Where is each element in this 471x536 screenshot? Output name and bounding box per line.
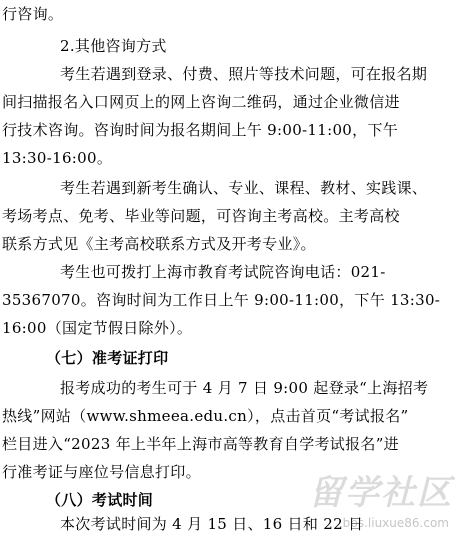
text-line: 行技术咨询。咨询时间为报名期间上午 9:00-11:00，下午 [2,121,399,139]
text-line: 行咨询。 [2,5,64,23]
text-line: 考生也可拨打上海市教育考试院咨询电话：021- [60,263,386,281]
text-line: 行准考证与座位号信息打印。 [2,463,201,481]
text-line: 本次考试时间为 4 月 15 日、16 日和 22 日 [60,515,364,533]
text-line: 考场考点、免考、毕业等问题，可咨询主考高校。主考高校 [2,207,400,225]
text-line: 报考成功的考生可于 4 月 7 日 9:00 起登录“上海招考 [60,379,429,397]
text-line: 考生若遇到登录、付费、照片等技术问题，可在报名期 [60,65,428,83]
text-line: 热线”网站（www.shmeea.edu.cn），点击首页“考试报名” [2,407,409,425]
section-heading-other-consult: 2.其他咨询方式 [60,37,167,55]
text-line: 间扫描报名入口网页上的网上咨询二维码，通过企业微信进 [2,93,400,111]
text-line: 考生若遇到新考生确认、专业、课程、教材、实践课、 [60,179,428,197]
text-line: 16:00（国定节假日除外）。 [2,319,193,337]
watermark-url: bbs.liuxue86.com [342,516,449,530]
text-line: 13:30-16:00。 [2,149,113,167]
watermark-logo: 留学社区 [309,473,453,513]
text-line: 栏目进入“2023 年上半年上海市高等教育自学考试报名”进 [2,435,399,453]
text-line: 35367070。咨询时间为工作日上午 9:00-11:00，下午 13:30- [2,291,441,309]
text-line: 联系方式见《主考高校联系方式及开考专业》。 [2,235,316,253]
section-heading-admission-ticket: （七）准考证打印 [46,349,169,367]
section-heading-exam-time: （八）考试时间 [46,491,154,509]
